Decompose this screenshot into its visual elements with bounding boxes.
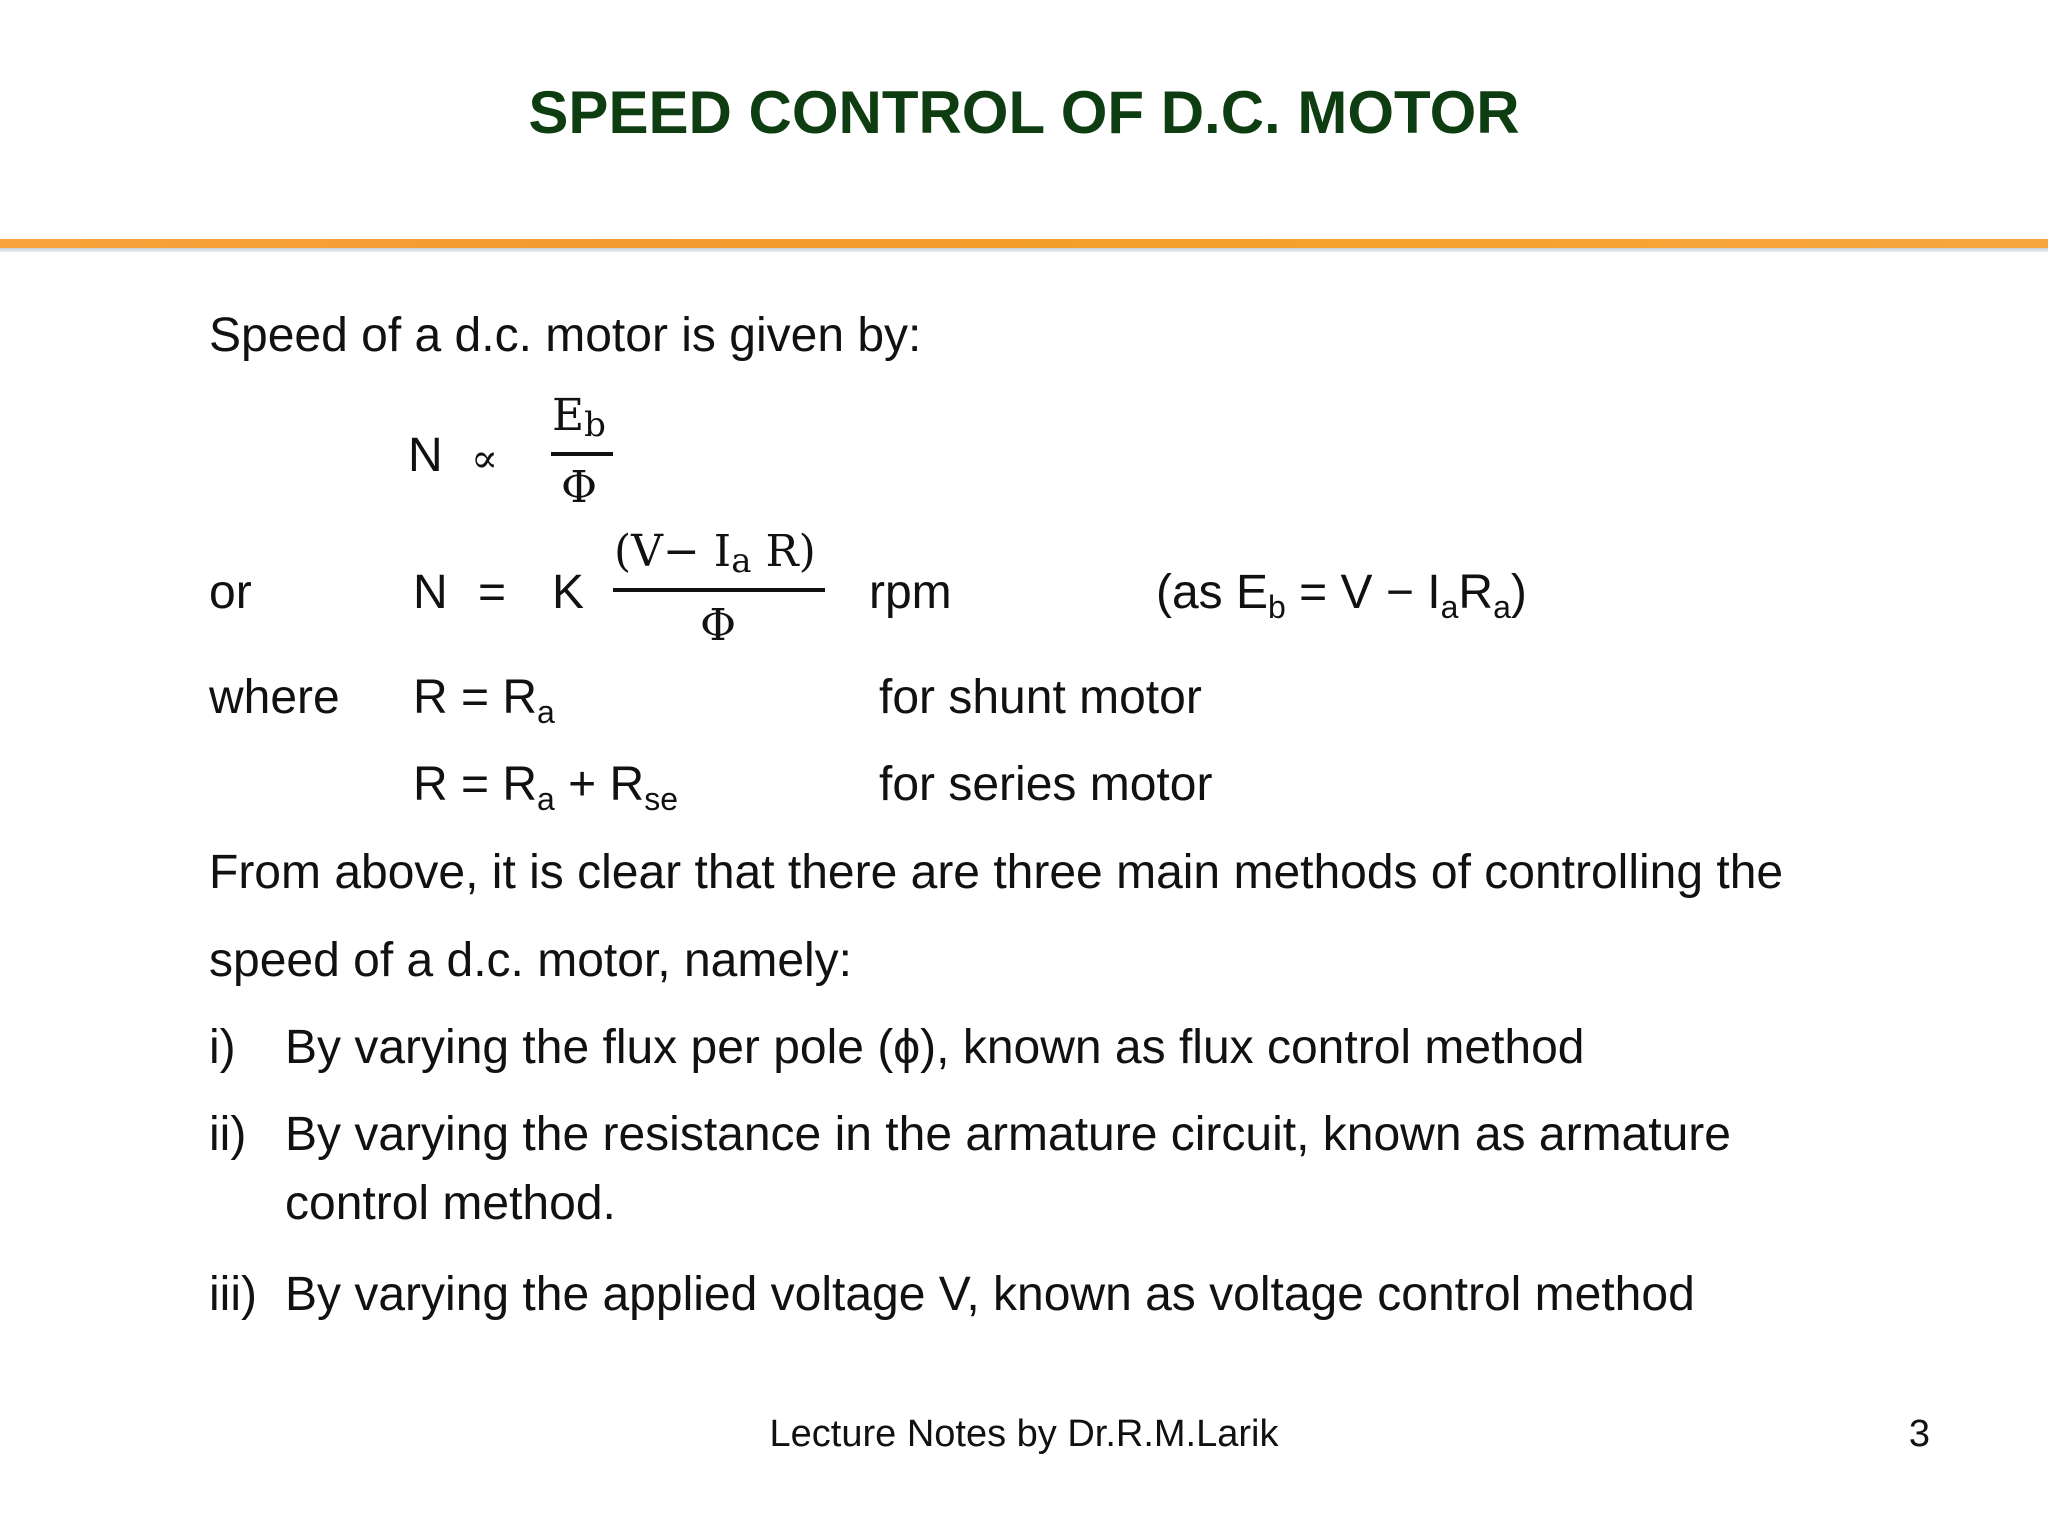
list-item-text: By varying the flux per pole (ϕ), known as flux control method: [285, 1021, 1585, 1074]
eq1-lhs: N: [408, 429, 443, 482]
page-number: 3: [1908, 1413, 1930, 1455]
series-resistance-formula: $R = R_a + R_{se}$: [413, 758, 678, 817]
list-item-number: iii): [209, 1268, 257, 1321]
paragraph-line-2: speed of a d.c. motor, namely:: [209, 934, 853, 987]
eq1-denominator: Φ: [561, 462, 598, 513]
title-divider: [0, 239, 2048, 248]
eq2-denominator: Φ: [700, 600, 737, 651]
paragraph-line-1: From above, it is clear that there are three main methods of controlling the: [209, 846, 1784, 899]
where-label: where: [209, 671, 340, 724]
eq1-fraction-bar: [551, 452, 613, 456]
intro-text: Speed of a d.c. motor is given by:: [209, 309, 922, 362]
list-item-text: By varying the applied voltage V, known as voltage control method: [285, 1268, 1695, 1321]
eq2-numerator: ($V- I_a$ R): [614, 526, 816, 581]
eq2-fraction-bar: [613, 588, 825, 592]
title-divider-shadow: [0, 248, 2048, 252]
footer-credit: Lecture Notes by Dr.R.M.Larik: [769, 1413, 1279, 1455]
list-item-number: i): [209, 1021, 236, 1074]
list-item-text: By varying the resistance in the armature circuit, known as armature: [285, 1108, 1731, 1161]
eq1-numerator: $E_b$: [552, 390, 606, 445]
proportional-symbol: ∝: [471, 436, 499, 482]
eq2-constant: K: [552, 566, 585, 619]
shunt-motor-label: for shunt motor: [879, 671, 1202, 724]
eq2-unit: rpm: [869, 566, 952, 619]
series-motor-label: for series motor: [879, 758, 1213, 811]
list-item-text-continued: control method.: [285, 1177, 616, 1230]
eq2-equals: =: [478, 566, 507, 619]
shunt-resistance-formula: $R = R_a$: [413, 671, 555, 730]
eq2-note: (as $E_b = V - I_aR_a$): [1156, 566, 1527, 625]
eq2-lhs: N: [413, 566, 448, 619]
list-item-number: ii): [209, 1108, 247, 1161]
eq2-prefix: or: [209, 566, 252, 619]
slide-title: SPEED CONTROL OF D.C. MOTOR: [528, 79, 1520, 146]
